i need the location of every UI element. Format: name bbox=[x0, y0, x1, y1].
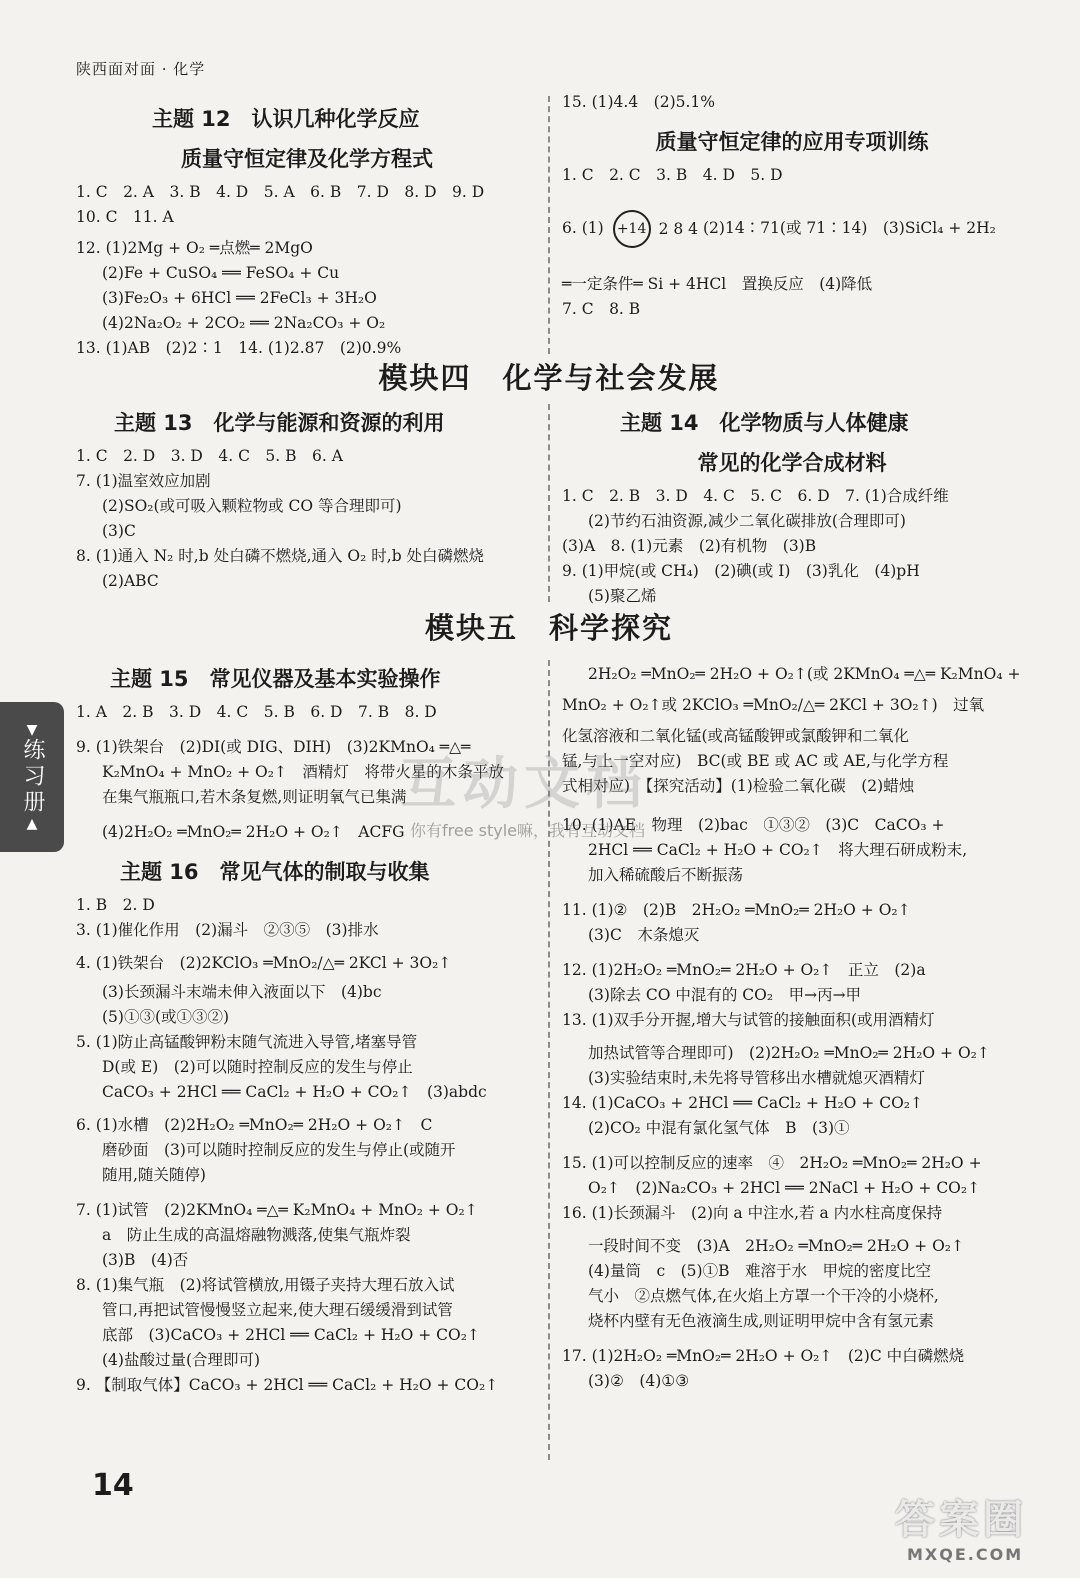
topic-13-title: 主题 13 化学与能源和资源的利用 bbox=[114, 411, 445, 435]
answer-line: 1. B 2. D bbox=[76, 896, 155, 914]
answer-line: (2)Fe + CuSO₄ ══ FeSO₄ + Cu bbox=[102, 264, 340, 282]
answer-line: (3)B (4)否 bbox=[102, 1251, 189, 1269]
column-left-mid bbox=[76, 400, 546, 594]
answer-line: (3)C 木条熄灭 bbox=[588, 926, 700, 944]
special-training-title: 质量守恒定律的应用专项训练 bbox=[655, 130, 929, 154]
answer-line: 16. (1)长颈漏斗 (2)向 a 中注水,若 a 内水柱高度保持 bbox=[562, 1204, 943, 1222]
answer-line: (4)2Na₂O₂ + 2CO₂ ══ 2Na₂CO₃ + O₂ bbox=[102, 314, 386, 332]
answer-line: 9. (1)甲烷(或 CH₄) (2)碘(或 I) (3)乳化 (4)pH bbox=[562, 562, 920, 580]
topic-15-title: 主题 15 常见仪器及基本实验操作 bbox=[110, 667, 441, 691]
answer-line: 6. (1)水槽 (2)2H₂O₂ ═MnO₂═ 2H₂O + O₂↑ C bbox=[76, 1116, 433, 1134]
answer-line: 15. (1)4.4 (2)5.1% bbox=[562, 93, 716, 111]
answer-line: 3. (1)催化作用 (2)漏斗 ②③⑤ (3)排水 bbox=[76, 921, 379, 939]
module-5-title: 模块五 科学探究 bbox=[424, 611, 673, 645]
answer-line: 14. (1)CaCO₃ + 2HCl ══ CaCl₂ + H₂O + CO₂↑ bbox=[562, 1094, 923, 1112]
side-tab-label: 练习册 bbox=[20, 738, 45, 816]
q6-rest: (2)14∶71(或 71∶14) (3)SiCl₄ + 2H₂ bbox=[703, 219, 996, 237]
answer-line: 7. (1)温室效应加剧 bbox=[76, 472, 211, 490]
answer-line: K₂MnO₄ + MnO₂ + O₂↑ 酒精灯 将带火星的木条平放 bbox=[102, 763, 504, 781]
nucleus-circle: +14 bbox=[613, 210, 651, 248]
page-number: 14 bbox=[92, 1468, 134, 1503]
watermark-text: 你有free style嘛，我有互动文档 bbox=[410, 821, 646, 840]
answer-line: 9. 【制取气体】CaCO₃ + 2HCl ══ CaCl₂ + H₂O + CO₂↑ bbox=[76, 1376, 499, 1394]
answer-line: 加入稀硫酸后不断振荡 bbox=[588, 866, 744, 884]
column-right-top bbox=[562, 90, 1022, 322]
answer-line: (3)实验结束时,未先将导管移出水槽就熄灭酒精灯 bbox=[588, 1069, 925, 1087]
answer-line: 锰,与上一空对应) BC(或 BE 或 AC 或 AE,与化学方程 bbox=[562, 752, 949, 770]
answer-line: 2HCl ══ CaCl₂ + H₂O + CO₂↑ 将大理石研成粉末, bbox=[588, 841, 968, 859]
atom-structure-diagram bbox=[609, 210, 698, 248]
answer-line: (5)聚乙烯 bbox=[588, 587, 657, 605]
answer-line: 4. (1)铁架台 (2)2KClO₃ ═MnO₂/△═ 2KCl + 3O₂↑ bbox=[76, 954, 452, 972]
answer-line-q6 bbox=[562, 210, 1022, 248]
answer-line: 气小 ②点燃气体,在火焰上方罩一个干冷的小烧杯, bbox=[588, 1287, 939, 1305]
answer-line: (3)② (4)①③ bbox=[588, 1372, 690, 1390]
answer-line: 随用,随关随停) bbox=[102, 1166, 206, 1184]
answer-line: ═一定条件═ Si + 4HCl 置换反应 (4)降低 bbox=[562, 275, 873, 293]
triangle-down-icon: ▼ bbox=[26, 722, 38, 738]
answer-line: 7. C 8. B bbox=[562, 300, 641, 318]
answer-line: (4)2H₂O₂ ═MnO₂═ 2H₂O + O₂↑ ACFG bbox=[102, 823, 405, 841]
book-header: 陕西面对面 · 化学 bbox=[76, 60, 206, 78]
column-divider bbox=[548, 404, 550, 602]
answer-line: (3)C bbox=[102, 522, 136, 540]
logo-text: 答案圈 bbox=[895, 1497, 1027, 1543]
answer-line: 11. (1)② (2)B 2H₂O₂ ═MnO₂═ 2H₂O + O₂↑ bbox=[562, 901, 911, 919]
topic-16-title: 主题 16 常见气体的制取与收集 bbox=[120, 860, 430, 884]
module-4-title: 模块四 化学与社会发展 bbox=[378, 361, 720, 395]
answer-line: 磨砂面 (3)可以随时控制反应的发生与停止(或随开 bbox=[102, 1141, 456, 1159]
answer-line: D(或 E) (2)可以随时控制反应的发生与停止 bbox=[102, 1058, 413, 1076]
answer-line: (3)Fe₂O₃ + 6HCl ══ 2FeCl₃ + 3H₂O bbox=[102, 289, 377, 307]
side-tab bbox=[0, 702, 64, 852]
answer-line: (4)盐酸过量(合理即可) bbox=[102, 1351, 261, 1369]
answer-line: (2)节约石油资源,减少二氧化碳排放(合理即可) bbox=[588, 512, 906, 530]
answer-line: 12. (1)2Mg + O₂ ═点燃═ 2MgO bbox=[76, 239, 313, 257]
column-divider bbox=[548, 96, 550, 354]
answer-line: 10. C 11. A bbox=[76, 208, 174, 226]
answer-line: 底部 (3)CaCO₃ + 2HCl ══ CaCl₂ + H₂O + CO₂↑ bbox=[102, 1326, 480, 1344]
answer-line: 17. (1)2H₂O₂ ═MnO₂═ 2H₂O + O₂↑ (2)C 中白磷燃烧 bbox=[562, 1347, 965, 1365]
topic-14-title: 主题 14 化学物质与人体健康 bbox=[620, 411, 909, 435]
site-logo bbox=[895, 1488, 1027, 1564]
answer-line: (3)A 8. (1)元素 (2)有机物 (3)B bbox=[562, 537, 817, 555]
topic-14-subtitle: 常见的化学合成材料 bbox=[697, 451, 887, 475]
answer-line: a 防止生成的高温熔融物溅落,使集气瓶炸裂 bbox=[102, 1226, 411, 1244]
answer-line: 2H₂O₂ ═MnO₂═ 2H₂O + O₂↑(或 2KMnO₄ ═△═ K₂MnO₄ + bbox=[588, 665, 1021, 683]
answer-line: (5)①③(或①③②) bbox=[102, 1008, 230, 1026]
column-left-top bbox=[76, 96, 538, 361]
answer-line: (4)量筒 c (5)①B 难溶于水 甲烷的密度比空 bbox=[588, 1262, 931, 1280]
topic-12-subtitle: 质量守恒定律及化学方程式 bbox=[181, 147, 433, 171]
answer-line: (2)CO₂ 中混有氯化氢气体 B (3)① bbox=[588, 1119, 850, 1137]
answer-line: 13. (1)AB (2)2∶1 14. (1)2.87 (2)0.9% bbox=[76, 339, 402, 357]
answer-line: 8. (1)通入 N₂ 时,b 处白磷不燃烧,通入 O₂ 时,b 处白磷燃烧 bbox=[76, 547, 485, 565]
answer-line: 10. (1)AE 物理 (2)bac ①③② (3)C CaCO₃ + bbox=[562, 816, 945, 834]
answer-line: 9. (1)铁架台 (2)DI(或 DIG、DIH) (3)2KMnO₄ ═△═ bbox=[76, 738, 471, 756]
column-right-mid bbox=[562, 400, 1022, 609]
topic-12-title: 主题 12 认识几种化学反应 bbox=[152, 107, 420, 131]
answer-line: 一段时间不变 (3)A 2H₂O₂ ═MnO₂═ 2H₂O + O₂↑ bbox=[588, 1237, 965, 1255]
answer-line: 烧杯内壁有无色液滴生成,则证明甲烷中含有氢元素 bbox=[588, 1312, 934, 1330]
answer-line: 在集气瓶瓶口,若木条复燃,则证明氧气已集满 bbox=[102, 788, 407, 806]
watermark-logo: 互动文档 bbox=[400, 752, 648, 817]
answer-line: 5. (1)防止高锰酸钾粉末随气流进入导管,堵塞导管 bbox=[76, 1033, 418, 1051]
answer-line: 管口,再把试管慢慢竖立起来,使大理石缓缓滑到试管 bbox=[102, 1301, 453, 1319]
answer-line: MnO₂ + O₂↑或 2KClO₃ ═MnO₂/△═ 2KCl + 3O₂↑) 过氧 bbox=[562, 696, 985, 714]
answer-line: 化氢溶液和二氧化锰(或高锰酸钾或氯酸钾和二氧化 bbox=[562, 727, 910, 745]
q6-prefix: 6. (1) bbox=[562, 219, 604, 237]
answer-line: 1. C 2. D 3. D 4. C 5. B 6. A bbox=[76, 447, 343, 465]
answer-line: 12. (1)2H₂O₂ ═MnO₂═ 2H₂O + O₂↑ 正立 (2)a bbox=[562, 961, 926, 979]
answer-line: 1. C 2. A 3. B 4. D 5. A 6. B 7. D 8. D 9. D bbox=[76, 183, 485, 201]
answer-line: CaCO₃ + 2HCl ══ CaCl₂ + H₂O + CO₂↑ (3)abdc bbox=[102, 1083, 487, 1101]
answer-line: (3)长颈漏斗末端未伸入液面以下 (4)bc bbox=[102, 983, 382, 1001]
electron-shells: 2 8 4 bbox=[658, 219, 699, 238]
answer-line: 8. (1)集气瓶 (2)将试管横放,用镊子夹持大理石放入试 bbox=[76, 1276, 455, 1294]
answer-line: (2)SO₂(或可吸入颗粒物或 CO 等合理即可) bbox=[102, 497, 402, 515]
answer-line: 7. (1)试管 (2)2KMnO₄ ═△═ K₂MnO₄ + MnO₂ + O₂↑ bbox=[76, 1201, 478, 1219]
answer-line: 式相对应) 【探究活动】(1)检验二氧化碳 (2)蜡烛 bbox=[562, 777, 915, 795]
answer-line: 1. A 2. B 3. D 4. C 5. B 6. D 7. B 8. D bbox=[76, 703, 437, 721]
answer-line: (2)ABC bbox=[102, 572, 159, 590]
answer-line: 13. (1)双手分开握,增大与试管的接触面积(或用酒精灯 bbox=[562, 1011, 935, 1029]
triangle-up-icon: ▲ bbox=[26, 816, 38, 832]
answer-line: O₂↑ (2)Na₂CO₃ + 2HCl ══ 2NaCl + H₂O + CO₂↑ bbox=[588, 1179, 981, 1197]
answer-line: 加热试管等合理即可) (2)2H₂O₂ ═MnO₂═ 2H₂O + O₂↑ bbox=[588, 1044, 990, 1062]
answer-line: (3)除去 CO 中混有的 CO₂ 甲→丙→甲 bbox=[588, 986, 862, 1004]
answer-line: 1. C 2. C 3. B 4. D 5. D bbox=[562, 166, 783, 184]
answer-line: 15. (1)可以控制反应的速率 ④ 2H₂O₂ ═MnO₂═ 2H₂O + bbox=[562, 1154, 982, 1172]
answer-line: 1. C 2. B 3. D 4. C 5. C 6. D 7. (1)合成纤维 bbox=[562, 487, 949, 505]
logo-url: MXQE.COM bbox=[907, 1545, 1024, 1564]
